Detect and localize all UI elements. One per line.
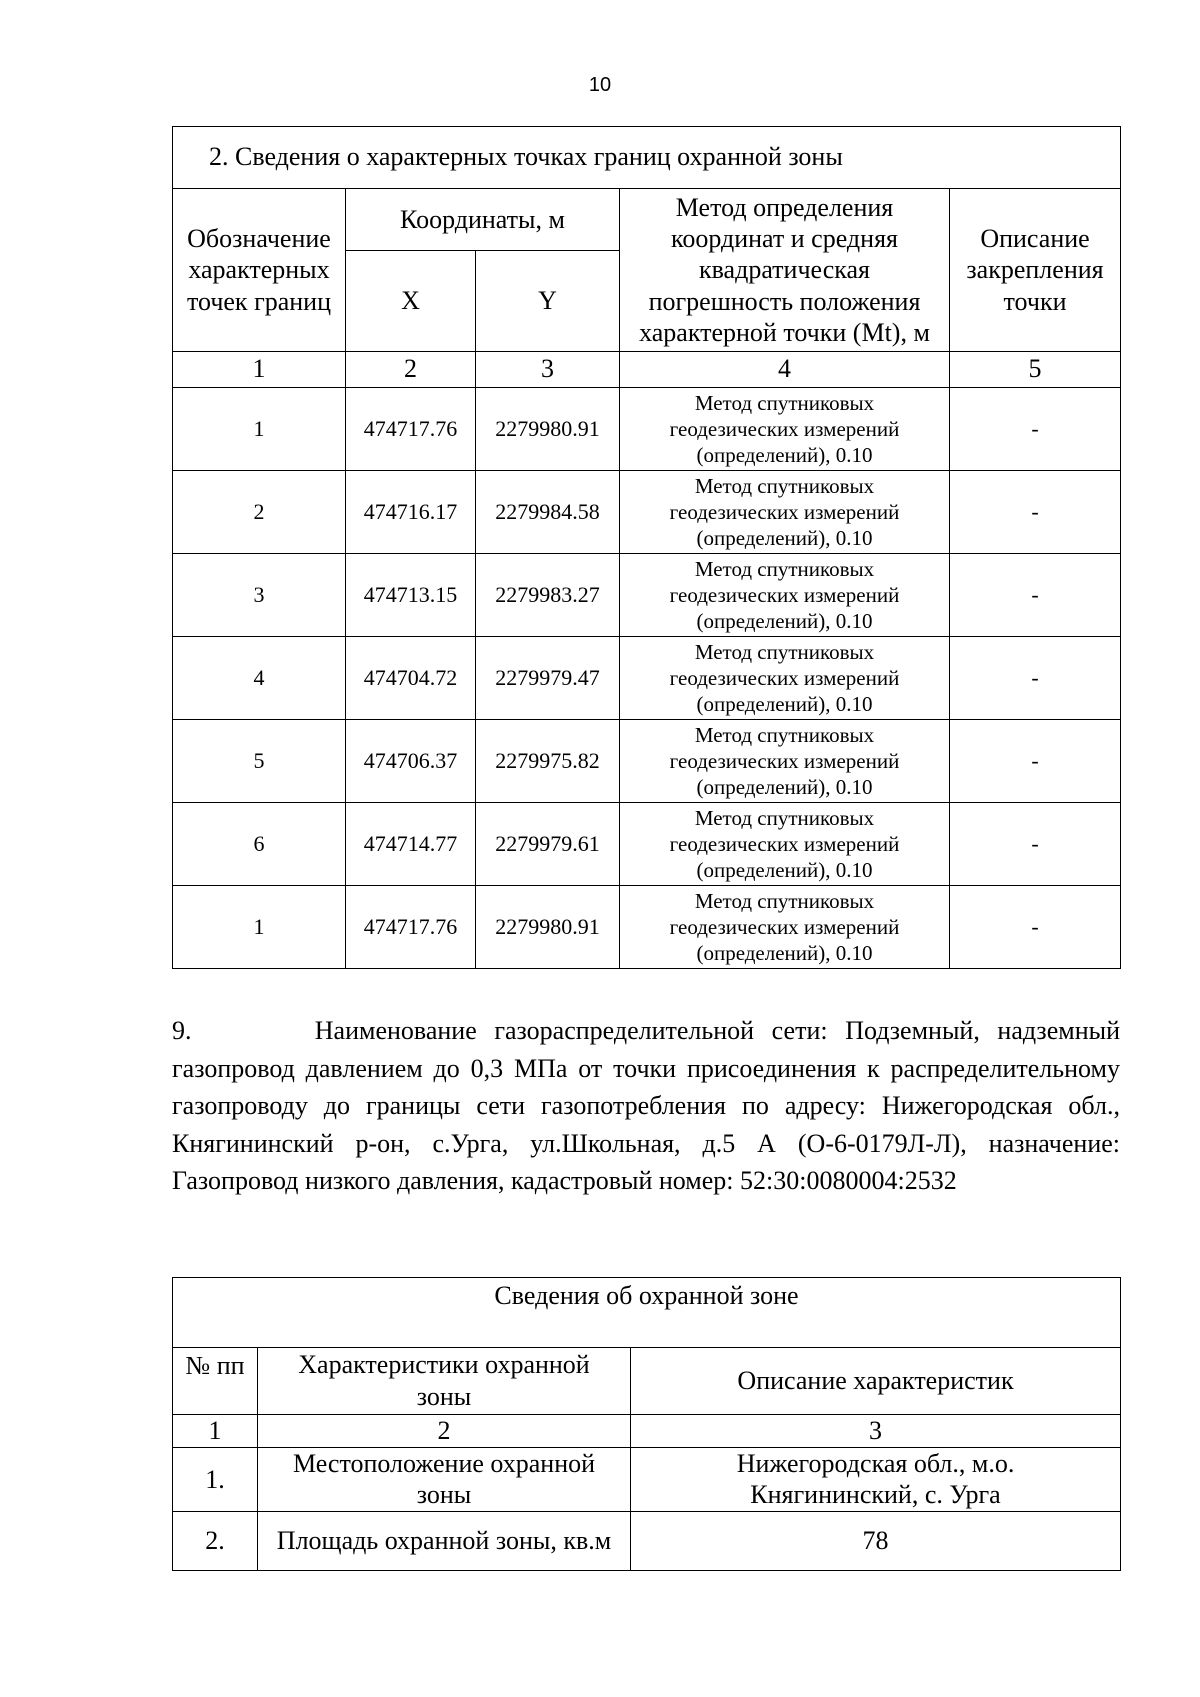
description-cell: - bbox=[950, 803, 1121, 886]
characteristic-name-cell: Площадь охранной зоны, кв.м bbox=[258, 1512, 631, 1571]
column-number: 4 bbox=[620, 352, 950, 388]
column-number-row bbox=[173, 352, 1121, 388]
characteristic-value-cell: Нижегородская обл., м.о. Княгининский, с. Урга bbox=[631, 1447, 1121, 1511]
method-cell: Метод спутниковых геодезических измерений (определений), 0.10 bbox=[620, 886, 950, 969]
header-x: X bbox=[346, 251, 476, 352]
x-coordinate-cell: 474713.15 bbox=[346, 554, 476, 637]
network-description-paragraph: 9. Наименование газораспределительной сети: Подземный, надземный газопровод давлением до 0,3 МПа от точки присоединения к распределительному газопроводу до границы сети газопотребления по адресу: Нижегородская обл., Княгининский р-он, с.Урга, ул.Школьная, д.5 А (О-6-0179Л-Л), назначение: Газопровод низкого давления, кадастровый номер: 52:30:0080004:2532 bbox=[172, 1016, 1120, 1195]
column-number: 1 bbox=[173, 1415, 258, 1448]
column-number: 1 bbox=[173, 352, 346, 388]
characteristic-name-cell: Местоположение охранной зоны bbox=[258, 1447, 631, 1511]
method-cell: Метод спутниковых геодезических измерений (определений), 0.10 bbox=[620, 720, 950, 803]
row-number-cell: 1. bbox=[173, 1447, 258, 1511]
page-number: 10 bbox=[588, 74, 612, 96]
table-row bbox=[173, 637, 1121, 720]
description-cell: - bbox=[950, 637, 1121, 720]
header-description: Описание характеристик bbox=[631, 1348, 1121, 1415]
x-coordinate-cell: 474717.76 bbox=[346, 388, 476, 471]
table-row bbox=[173, 886, 1121, 969]
y-coordinate-cell: 2279979.61 bbox=[476, 803, 620, 886]
y-coordinate-cell: 2279984.58 bbox=[476, 471, 620, 554]
table-row bbox=[173, 1512, 1121, 1571]
table-title: Сведения об охранной зоне bbox=[173, 1278, 1121, 1348]
x-coordinate-cell: 474704.72 bbox=[346, 637, 476, 720]
point-number-cell: 3 bbox=[173, 554, 346, 637]
method-cell: Метод спутниковых геодезических измерений (определений), 0.10 bbox=[620, 637, 950, 720]
protection-zone-table bbox=[172, 1277, 1121, 1571]
point-number-cell: 1 bbox=[173, 388, 346, 471]
header-y: Y bbox=[476, 251, 620, 352]
table-row bbox=[173, 388, 1121, 471]
column-number-row bbox=[173, 1415, 1121, 1448]
description-cell: - bbox=[950, 554, 1121, 637]
method-cell: Метод спутниковых геодезических измерений (определений), 0.10 bbox=[620, 388, 950, 471]
method-cell: Метод спутниковых геодезических измерений (определений), 0.10 bbox=[620, 803, 950, 886]
table-row bbox=[173, 720, 1121, 803]
method-cell: Метод спутниковых геодезических измерений (определений), 0.10 bbox=[620, 554, 950, 637]
header-num: № пп bbox=[173, 1348, 258, 1415]
table-row bbox=[173, 803, 1121, 886]
description-cell: - bbox=[950, 886, 1121, 969]
description-cell: - bbox=[950, 471, 1121, 554]
row-number-cell: 2. bbox=[173, 1512, 258, 1571]
x-coordinate-cell: 474706.37 bbox=[346, 720, 476, 803]
table-row bbox=[173, 554, 1121, 637]
y-coordinate-cell: 2279980.91 bbox=[476, 886, 620, 969]
y-coordinate-cell: 2279975.82 bbox=[476, 720, 620, 803]
table-row bbox=[173, 1447, 1121, 1511]
column-number: 3 bbox=[631, 1415, 1121, 1448]
characteristic-value-cell: 78 bbox=[631, 1512, 1121, 1571]
y-coordinate-cell: 2279979.47 bbox=[476, 637, 620, 720]
boundary-points-table bbox=[172, 126, 1121, 969]
y-coordinate-cell: 2279980.91 bbox=[476, 388, 620, 471]
column-number: 3 bbox=[476, 352, 620, 388]
method-cell: Метод спутниковых геодезических измерений (определений), 0.10 bbox=[620, 471, 950, 554]
description-cell: - bbox=[950, 720, 1121, 803]
column-number: 2 bbox=[258, 1415, 631, 1448]
point-number-cell: 5 bbox=[173, 720, 346, 803]
x-coordinate-cell: 474714.77 bbox=[346, 803, 476, 886]
x-coordinate-cell: 474717.76 bbox=[346, 886, 476, 969]
header-coordinates: Координаты, м bbox=[346, 189, 620, 251]
table-row bbox=[173, 471, 1121, 554]
point-number-cell: 2 bbox=[173, 471, 346, 554]
column-number: 2 bbox=[346, 352, 476, 388]
column-number: 5 bbox=[950, 352, 1121, 388]
table-title: 2. Сведения о характерных точках границ охранной зоны bbox=[173, 127, 1121, 189]
point-number-cell: 4 bbox=[173, 637, 346, 720]
x-coordinate-cell: 474716.17 bbox=[346, 471, 476, 554]
description-cell: - bbox=[950, 388, 1121, 471]
header-method: Метод определения координат и средняя квадратическая погрешность положения характерной точки (Mt), м bbox=[620, 189, 950, 352]
point-number-cell: 6 bbox=[173, 803, 346, 886]
point-number-cell: 1 bbox=[173, 886, 346, 969]
y-coordinate-cell: 2279983.27 bbox=[476, 554, 620, 637]
header-description: Описание закрепления точки bbox=[950, 189, 1121, 352]
header-designation: Обозначение характерных точек границ bbox=[173, 189, 346, 352]
header-characteristics: Характеристики охранной зоны bbox=[258, 1348, 631, 1415]
